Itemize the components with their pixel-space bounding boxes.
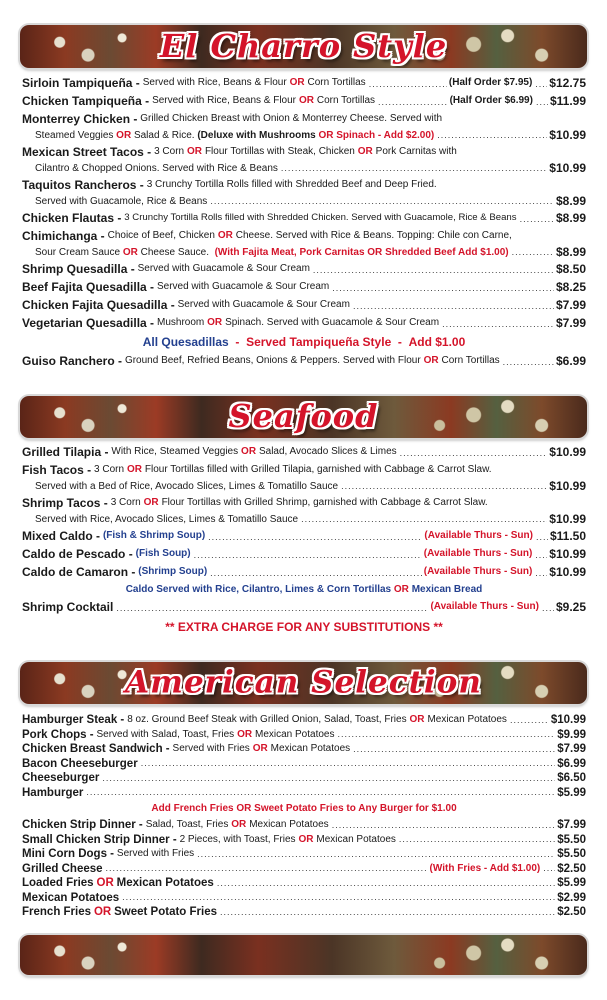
banner-el-charro-style: [20, 25, 587, 68]
menu-item-loaded-fries: Loaded Fries OR Mexican Potatoes ..... $5.99: [22, 876, 586, 891]
banner-seafood: [20, 396, 587, 438]
menu-item-guiso-ranchero: Guiso Ranchero - Ground Beef, Refried Beans, Onions & Peppers. Served with Flour OR Corn Tortillas ..... $6.99: [22, 352, 586, 370]
menu-item-shrimp-tacos: Shrimp Tacos - 3 Corn OR Flour Tortillas with Grilled Shrimp, garnished with Cabbage & Carrot Slaw. Served with Rice, Avocado Slices, Limes & Tomatillo Sauce ..... $10.99: [22, 494, 586, 527]
menu-item-caldo-de-camaron: Caldo de Camaron - (Shrimp Soup) ..... (Available Thurs - Sun) ..... $10.99: [22, 563, 586, 581]
menu-item-shrimp-quesadilla: Shrimp Quesadilla - Served with Guacamole & Sour Cream ..... $8.50: [22, 260, 586, 278]
menu-item-grilled-cheese: Grilled Cheese ..... (With Fries - Add $1.00) ..... $2.50: [22, 862, 586, 877]
banner-bottom-decoration: [20, 935, 587, 975]
section-seafood-items: [22, 443, 586, 638]
caldo-note: Caldo Served with Rice, Cilantro, Limes & Corn Tortillas OR Mexican Bread: [125, 584, 483, 595]
menu-item-chicken-fajita-quesadilla: Chicken Fajita Quesadilla - Served with Guacamole & Sour Cream ..... $7.99: [22, 296, 586, 314]
menu-item-shrimp-cocktail: Shrimp Cocktail ..... (Available Thurs - Sun) ..... $9.25: [22, 598, 586, 616]
menu-item-mexican-street-tacos: Mexican Street Tacos - 3 Corn OR Flour Tortillas with Steak, Chicken OR Pork Carnitas with Cilantro & Chopped Onions. Served with Rice & Beans ..... $10.99: [22, 143, 586, 176]
menu-item-beef-fajita-quesadilla: Beef Fajita Quesadilla - Served with Guacamole & Sour Cream ..... $8.25: [22, 278, 586, 296]
menu-item-caldo-de-pescado: Caldo de Pescado - (Fish Soup) ..... (Available Thurs - Sun) ..... $10.99: [22, 545, 586, 563]
menu-item-chicken-strip-dinner: Chicken Strip Dinner - Salad, Toast, Fries OR Mexican Potatoes ..... $7.99: [22, 818, 586, 833]
quesadilla-notice: All Quesadillas - Served Tampiqueña Style - Add $1.00: [142, 335, 466, 349]
section-title-el-charro: El Charro Style: [159, 26, 448, 65]
menu-item-pork-chops: Pork Chops - Served with Salad, Toast, Fries OR Mexican Potatoes ..... $9.99: [22, 728, 586, 743]
menu-item-vegetarian-quesadilla: Vegetarian Quesadilla - Mushroom OR Spinach. Served with Guacamole & Sour Cream ..... $7.99: [22, 314, 586, 332]
menu-item-monterrey-chicken: Monterrey Chicken - Grilled Chicken Breast with Onion & Monterrey Cheese. Served with Steamed Veggies OR Salad & Rice. (Deluxe with Mushrooms OR Spinach - Add $2.00) ..... $10.99: [22, 110, 586, 143]
menu-item-hamburger: Hamburger ..... $5.99: [22, 786, 586, 801]
menu-item-hamburger-steak: Hamburger Steak - 8 oz. Ground Beef Steak with Grilled Onion, Salad, Toast, Fries OR Mexican Potatoes ..... $10.99: [22, 713, 586, 728]
menu-item-mixed-caldo: Mixed Caldo - (Fish & Shrimp Soup) ..... (Available Thurs - Sun) ..... $11.50: [22, 527, 586, 545]
menu-item-chicken-breast-sandwich: Chicken Breast Sandwich - Served with Fries OR Mexican Potatoes ..... $7.99: [22, 742, 586, 757]
menu-item-mini-corn-dogs: Mini Corn Dogs - Served with Fries ..... $5.50: [22, 847, 586, 862]
burger-fries-note: Add French Fries OR Sweet Potato Fries to Any Burger for $1.00: [151, 803, 457, 814]
menu-item-fish-tacos: Fish Tacos - 3 Corn OR Flour Tortillas filled with Grilled Tilapia, garnished with Cabbage & Carrot Slaw. Served with a Bed of Rice, Avocado Slices, Limes & Tomatillo Sauce ..... $10.99: [22, 461, 586, 494]
section-american-items: [22, 713, 586, 920]
menu-item-grilled-tilapia: Grilled Tilapia - With Rice, Steamed Veggies OR Salad, Avocado Slices & Limes ..... $10.99: [22, 443, 586, 461]
menu-item-mexican-potatoes: Mexican Potatoes ..... $2.99: [22, 891, 586, 906]
menu-item-bacon-cheeseburger: Bacon Cheeseburger ..... $6.99: [22, 757, 586, 772]
section-title-seafood: Seafood: [228, 397, 379, 436]
menu-item-taquitos-rancheros: Taquitos Rancheros - 3 Crunchy Tortilla Rolls filled with Shredded Beef and Deep Fried. Served with Guacamole, Rice & Beans ..... $8.99: [22, 176, 586, 209]
menu-item-chicken-flautas: Chicken Flautas - 3 Crunchy Tortilla Rolls filled with Shredded Chicken. Served with Guacamole, Rice & Beans ..... $8.99: [22, 209, 586, 227]
menu-item-chimichanga: Chimichanga - Choice of Beef, Chicken OR Cheese. Served with Rice & Beans. Topping: Chile con Carne, Sour Cream Sauce OR Cheese Sauce. (With Fajita Meat, Pork Carnitas OR Shredded Beef Add $1.00) ..... $8.99: [22, 227, 586, 260]
menu-item-small-chicken-strip-dinner: Small Chicken Strip Dinner - 2 Pieces, with Toast, Fries OR Mexican Potatoes ..... $5.50: [22, 833, 586, 848]
substitution-notice: ** EXTRA CHARGE FOR ANY SUBSTITUTIONS **: [165, 620, 443, 634]
menu-item-chicken-tampiquena: Chicken Tampiqueña - Served with Rice, Beans & Flour OR Corn Tortillas ..... (Half Order $6.99) ..... $11.99: [22, 92, 586, 110]
banner-american-selection: [20, 662, 587, 704]
menu-item-french-fries: French Fries OR Sweet Potato Fries ..... $2.50: [22, 905, 586, 920]
menu-item-sirloin-tampiquena: Sirloin Tampiqueña - Served with Rice, Beans & Flour OR Corn Tortillas ..... (Half Order $7.95) ..... $12.75: [22, 74, 586, 92]
section-el-charro-items: [22, 74, 586, 370]
menu-item-cheeseburger: Cheeseburger ..... $6.50: [22, 771, 586, 786]
section-title-american: American Selection: [125, 664, 482, 701]
